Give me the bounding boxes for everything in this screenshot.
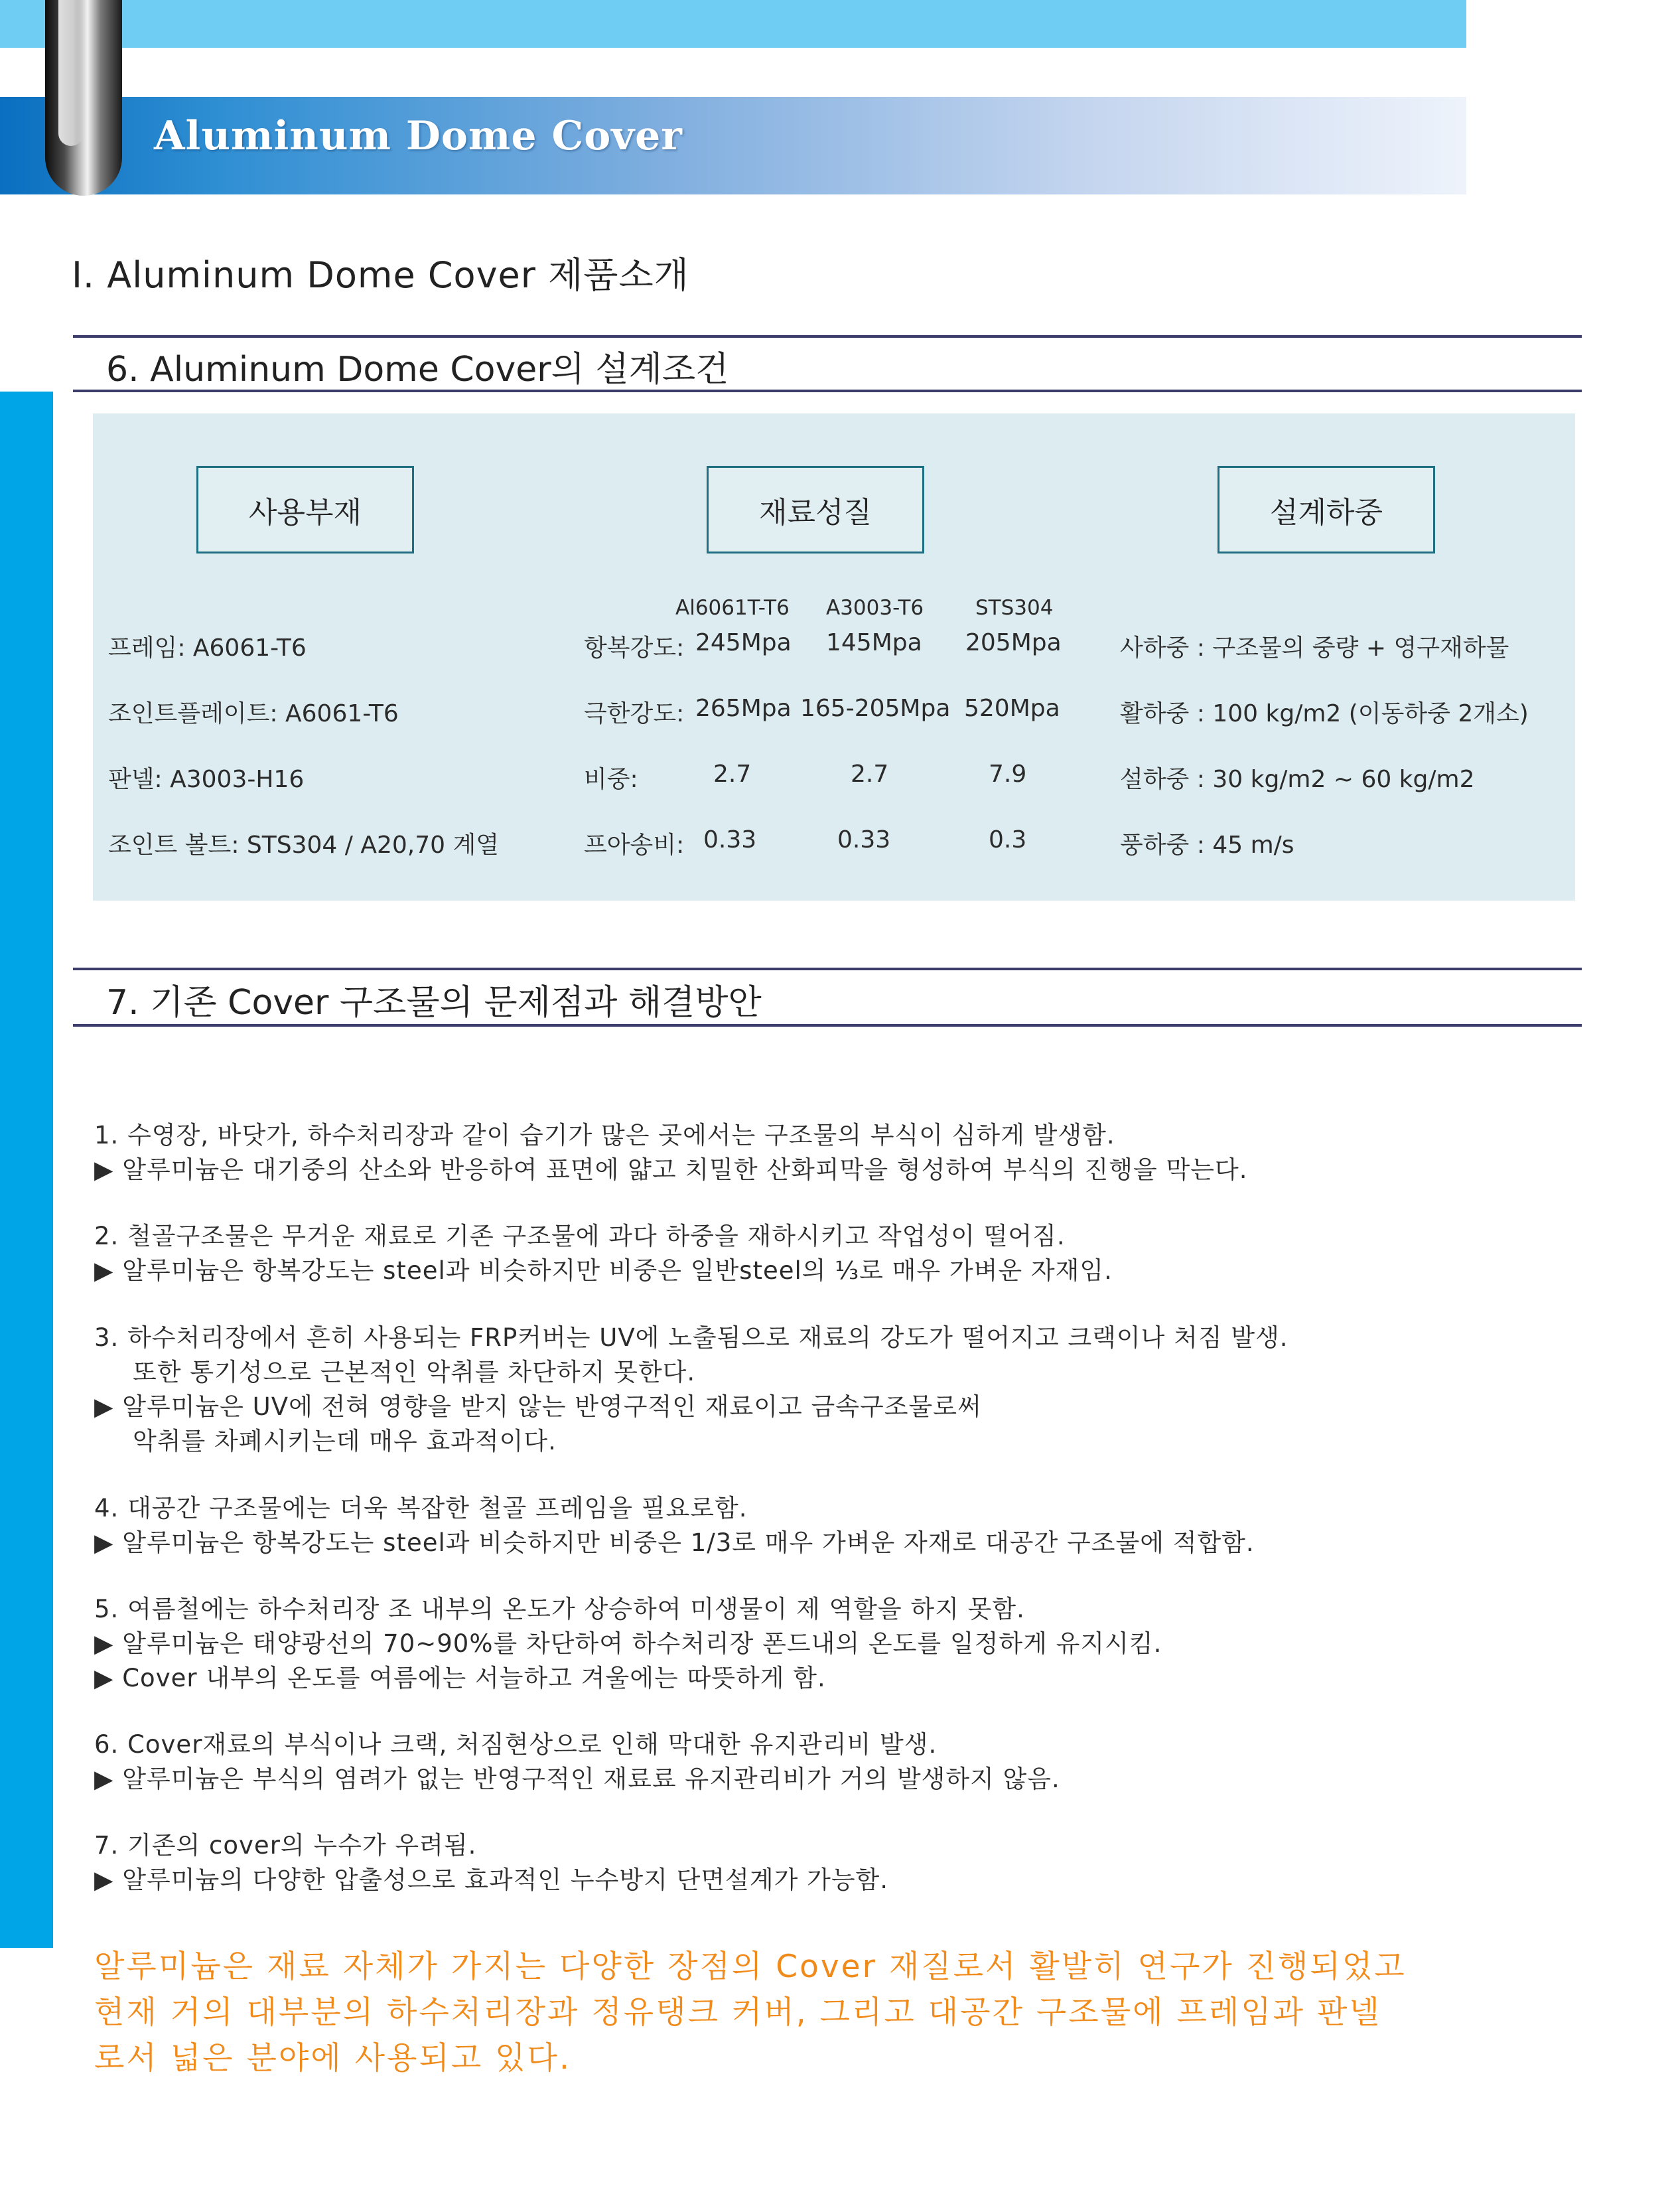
material-value: 265Mpa — [695, 695, 792, 722]
problem-line: 1. 수영장, 바닷가, 하수처리장과 같이 습기가 많은 곳에서는 구조물의 부식이 심하게 발생함. — [94, 1121, 1115, 1149]
material-value: 7.9 — [989, 761, 1027, 788]
section-heading: Ⅰ. Aluminum Dome Cover 제품소개 — [72, 254, 689, 296]
heading-rule-top — [73, 335, 1582, 338]
conclusion-line: 현재 거의 대부분의 하수처리장과 정유탱크 커버, 그리고 대공간 구조물에 프레임과 판넬 — [94, 1994, 1381, 2031]
problem-line: 3. 하수처리장에서 흔히 사용되는 FRP커버는 UV에 노출됨으로 재료의 강도가 떨어지고 크랙이나 처짐 발생. — [94, 1323, 1288, 1352]
solution-line: ▶ 알루미늄은 항복강도는 steel과 비슷하지만 비중은 1/3로 매우 가벼운 자재로 대공간 구조물에 적합함. — [94, 1528, 1255, 1557]
material-value: 205Mpa — [965, 629, 1062, 656]
heading-rule-bottom — [73, 390, 1582, 392]
problem-line: 4. 대공간 구조물에는 더욱 복잡한 철골 프레임을 필요로함. — [94, 1494, 748, 1522]
material-value: 2.7 — [851, 761, 889, 788]
page-title: Aluminum Dome Cover — [154, 113, 683, 159]
member-item: 조인트플레이트: A6061-T6 — [108, 700, 399, 727]
header-top-strip — [0, 0, 1466, 48]
material-col-header: A3003-T6 — [826, 596, 924, 620]
material-value: 520Mpa — [964, 695, 1060, 722]
members-box: 사용부재 — [196, 466, 414, 553]
material-col-header: STS304 — [975, 596, 1054, 620]
material-box: 재료성질 — [707, 466, 924, 553]
material-row-label: 프아송비: — [584, 832, 685, 859]
solution-line: ▶ Cover 내부의 온도를 여름에는 서늘하고 겨울에는 따뜻하게 함. — [94, 1664, 826, 1692]
member-item: 프레임: A6061-T6 — [108, 634, 307, 662]
problem-line: 7. 기존의 cover의 누수가 우려됨. — [94, 1831, 477, 1860]
cylinder-logo-highlight — [58, 0, 84, 146]
material-value: 2.7 — [713, 761, 752, 788]
material-value: 0.33 — [703, 826, 757, 853]
material-row-label: 비중: — [584, 766, 638, 793]
problem-line-cont: 또한 통기성으로 근본적인 악취를 차단하지 못한다. — [133, 1358, 696, 1386]
solution-line: ▶ 알루미늄은 항복강도는 steel과 비슷하지만 비중은 일반steel의 ⅓로 매우 가벼운 자재임. — [94, 1256, 1113, 1285]
load-item: 설하중 : 30 kg/m2 ~ 60 kg/m2 — [1120, 766, 1475, 793]
problems-heading: 7. 기존 Cover 구조물의 문제점과 해결방안 — [106, 983, 762, 1023]
material-value: 165-205Mpa — [800, 695, 951, 722]
conclusion-line: 알루미늄은 재료 자체가 가지는 다양한 장점의 Cover 재질로서 활발히 연구가 진행되었고 — [94, 1949, 1407, 1985]
solution-line-cont: 악취를 차폐시키는데 매우 효과적이다. — [133, 1427, 557, 1455]
material-row-label: 극한강도: — [584, 700, 685, 727]
solution-line: ▶ 알루미늄은 대기중의 산소와 반응하여 표면에 얇고 치밀한 산화피막을 형성하여 부식의 진행을 막는다. — [94, 1155, 1248, 1184]
heading-rule-top — [73, 968, 1582, 970]
load-box: 설계하중 — [1218, 466, 1435, 553]
load-item: 사하중 : 구조물의 중량 + 영구재하물 — [1120, 634, 1509, 662]
side-accent-bar — [0, 392, 53, 1948]
solution-line: ▶ 알루미늄은 UV에 전혀 영향을 받지 않는 반영구적인 재료이고 금속구조물로써 — [94, 1392, 982, 1421]
material-value: 0.3 — [989, 826, 1027, 853]
load-item: 활하중 : 100 kg/m2 (이동하중 2개소) — [1120, 700, 1529, 727]
problem-line: 6. Cover재료의 부식이나 크랙, 처짐현상으로 인해 막대한 유지관리비 발생. — [94, 1730, 938, 1759]
material-value: 245Mpa — [695, 629, 792, 656]
design-conditions-heading: 6. Aluminum Dome Cover의 설계조건 — [106, 350, 729, 390]
conclusion-line: 로서 넓은 분야에 사용되고 있다. — [94, 2040, 571, 2077]
load-item: 풍하중 : 45 m/s — [1120, 832, 1294, 859]
member-item: 판넬: A3003-H16 — [108, 766, 305, 793]
solution-line: ▶ 알루미늄은 태양광선의 70~90%를 차단하여 하수처리장 폰드내의 온도를 일정하게 유지시킴. — [94, 1629, 1162, 1658]
material-col-header: Al6061T-T6 — [675, 596, 790, 620]
material-value: 145Mpa — [826, 629, 922, 656]
material-row-label: 항복강도: — [584, 634, 685, 662]
problem-line: 2. 철골구조물은 무거운 재료로 기존 구조물에 과다 하중을 재하시키고 작업성이 떨어짐. — [94, 1222, 1066, 1250]
heading-rule-bottom — [73, 1024, 1582, 1027]
solution-line: ▶ 알루미늄의 다양한 압출성으로 효과적인 누수방지 단면설계가 가능함. — [94, 1866, 889, 1894]
problem-line: 5. 여름철에는 하수처리장 조 내부의 온도가 상승하여 미생물이 제 역할을 하지 못함. — [94, 1595, 1025, 1623]
cylinder-logo-icon — [45, 0, 122, 196]
solution-line: ▶ 알루미늄은 부식의 염려가 없는 반영구적인 재료료 유지관리비가 거의 발생하지 않음. — [94, 1765, 1060, 1793]
member-item: 조인트 볼트: STS304 / A20,70 계열 — [108, 832, 500, 859]
material-value: 0.33 — [837, 826, 891, 853]
